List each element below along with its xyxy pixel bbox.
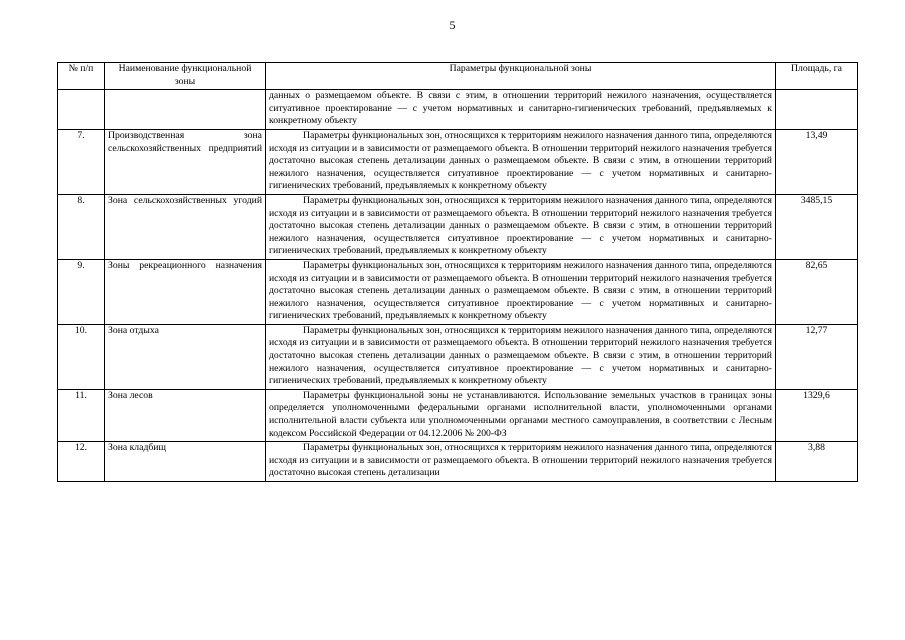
cell-area: 12,77 — [776, 324, 858, 389]
header-area: Площадь, га — [776, 63, 858, 90]
cell-area: 82,65 — [776, 259, 858, 324]
cell-name: Зона сельскохозяйственных угодий — [105, 194, 266, 259]
cell-params — [266, 129, 776, 194]
cell-num: 9. — [58, 259, 105, 324]
page-number: 5 — [449, 18, 456, 32]
cell-num: 12. — [58, 442, 105, 482]
cell-num: 10. — [58, 324, 105, 389]
table-row — [58, 259, 858, 324]
table-row — [58, 129, 858, 194]
params-text: Параметры функциональных зон, относящихся к территориям нежилого назначения данного типа, определяются исходя из ситуации и в зависимости от размещаемого объекта. В отношении территорий нежилого назначения требуется достаточно высокая степень детализации данных о размещаемом объекте. В связи с этим, в отношении территорий нежилого назначения, осуществляется ситуативное проектирование — с учетом нормативных и санитарно-гигиенических требований, предъявляемых к конкретному объекту — [269, 129, 772, 192]
params-text: Параметры функциональных зон, относящихся к территориям нежилого назначения данного типа, определяются исходя из ситуации и в зависимости от размещаемого объекта. В отношении территорий нежилого назначения требуется достаточно высокая степень детализации данных о размещаемом объекте. В связи с этим, в отношении территорий нежилого назначения, осуществляется ситуативное проектирование — с учетом нормативных и санитарно-гигиенических требований, предъявляемых к конкретному объекту — [269, 324, 772, 387]
cell-name: Производственная зона сельскохозяйственных предприятий — [105, 129, 266, 194]
cell-name: Зона лесов — [105, 389, 266, 441]
cell-name: Зона отдыха — [105, 324, 266, 389]
cell-area — [776, 90, 858, 130]
params-text: Параметры функциональных зон, относящихся к территориям нежилого назначения данного типа, определяются исходя из ситуации и в зависимости от размещаемого объекта. В отношении территорий нежилого назначения требуется достаточно высокая степень детализации — [269, 442, 772, 479]
cell-name: Зоны рекреационного назначения — [105, 259, 266, 324]
params-text: Параметры функциональной зоны не устанавливаются. Использование земельных участков в границах зоны определяется уполномоченными федеральными органами исполнительной власти, уполномоченными органами исполнительной власти субъекта или уполномоченными органами местного самоуправления, в соответствии с Лесным кодексом Российской Федерации от 04.12.2006 № 200-ФЗ — [269, 389, 772, 439]
table-row — [58, 442, 858, 482]
table-row — [58, 324, 858, 389]
cell-num: 8. — [58, 194, 105, 259]
cell-area: 1329,6 — [776, 389, 858, 441]
table-row — [58, 389, 858, 441]
cell-name: Зона кладбищ — [105, 442, 266, 482]
header-params: Параметры функциональной зоны — [266, 63, 776, 90]
functional-zones-table — [57, 62, 858, 482]
table-header-row — [58, 63, 858, 90]
table-row-continuation — [58, 90, 858, 130]
cell-area: 3,88 — [776, 442, 858, 482]
cell-params — [266, 194, 776, 259]
cell-params — [266, 324, 776, 389]
cell-num — [58, 90, 105, 130]
cell-num: 11. — [58, 389, 105, 441]
params-text: Параметры функциональных зон, относящихся к территориям нежилого назначения данного типа, определяются исходя из ситуации и в зависимости от размещаемого объекта. В отношении территорий нежилого назначения требуется достаточно высокая степень детализации данных о размещаемом объекте. В связи с этим, в отношении территорий нежилого назначения, осуществляется ситуативное проектирование — с учетом нормативных и санитарно-гигиенических требований, предъявляемых к конкретному объекту — [269, 194, 772, 257]
cell-area: 3485,15 — [776, 194, 858, 259]
table-row — [58, 194, 858, 259]
cell-name — [105, 90, 266, 130]
params-text: Параметры функциональных зон, относящихся к территориям нежилого назначения данного типа, определяются исходя из ситуации и в зависимости от размещаемого объекта. В отношении территорий нежилого назначения требуется достаточно высокая степень детализации данных о размещаемом объекте. В связи с этим, в отношении территорий нежилого назначения, осуществляется ситуативное проектирование — с учетом нормативных и санитарно-гигиенических требований, предъявляемых к конкретному объекту — [269, 259, 772, 322]
cell-area: 13,49 — [776, 129, 858, 194]
cell-params — [266, 442, 776, 482]
cell-params — [266, 389, 776, 441]
cell-params — [266, 259, 776, 324]
cell-num: 7. — [58, 129, 105, 194]
header-name: Наименование функциональной зоны — [105, 63, 266, 90]
cell-params: данных о размещаемом объекте. В связи с этим, в отношении территорий нежилого назначения, осуществляется ситуативное проектирование — с учетом нормативных и санитарно-гигиенических требований, предъявляемых к конкретному объекту — [266, 90, 776, 130]
header-num: № п/п — [58, 63, 105, 90]
